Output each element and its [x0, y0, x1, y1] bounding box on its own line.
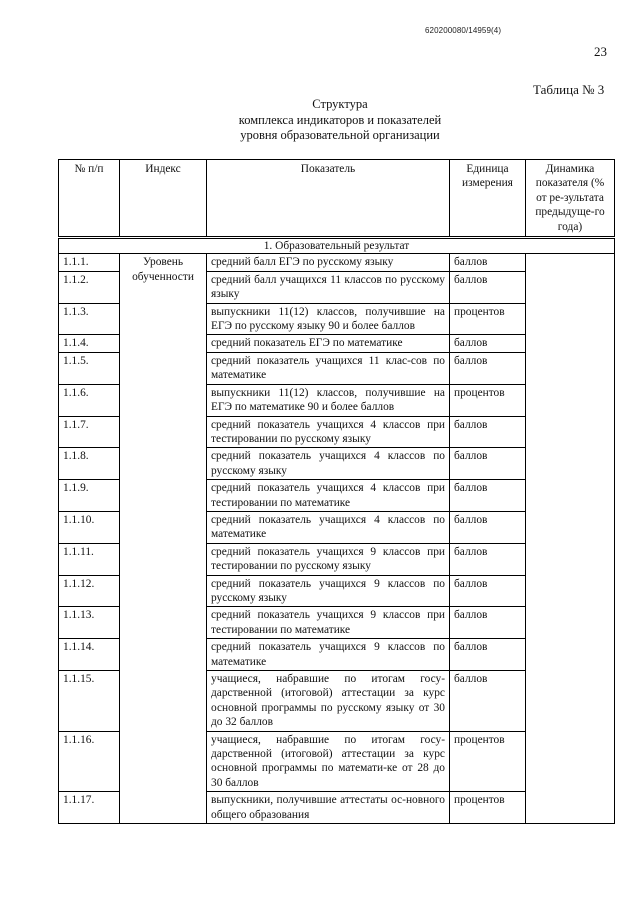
row-indicator: средний показатель учащихся 9 классов при тестировании по математике [207, 607, 450, 639]
row-indicator: средний балл ЕГЭ по русскому языку [207, 254, 450, 271]
column-header-unit: Единица измерения [450, 160, 526, 238]
table-number: Таблица № 3 [533, 82, 605, 97]
row-indicator: средний показатель учащихся 9 классов при тестировании по русскому языку [207, 543, 450, 575]
title-line-3: уровня образовательной организации [240, 128, 440, 142]
row-unit: баллов [450, 352, 526, 384]
row-unit: баллов [450, 416, 526, 448]
row-number: 1.1.12. [59, 575, 120, 607]
row-indicator: средний показатель учащихся 11 клас-сов по математике [207, 352, 450, 384]
row-unit: баллов [450, 335, 526, 352]
section-row [59, 238, 615, 254]
row-indicator: средний показатель учащихся 4 классов при тестировании по математике [207, 480, 450, 512]
title-line-1: Структура [312, 97, 368, 111]
row-unit: процентов [450, 303, 526, 335]
table-title [200, 97, 480, 144]
row-number: 1.1.1. [59, 254, 120, 271]
row-number: 1.1.10. [59, 511, 120, 543]
row-unit: баллов [450, 480, 526, 512]
column-header-indicator: Показатель [207, 160, 450, 238]
row-number: 1.1.17. [59, 792, 120, 824]
row-unit: процентов [450, 792, 526, 824]
row-unit: баллов [450, 271, 526, 303]
row-indicator: учащиеся, набравшие по итогам госу-дарственной (итоговой) аттестации за курс основной программы по русскому языку от 30 до 32 баллов [207, 671, 450, 732]
row-indicator: средний показатель ЕГЭ по математике [207, 335, 450, 352]
row-number: 1.1.9. [59, 480, 120, 512]
title-line-2: комплекса индикаторов и показателей [238, 112, 442, 127]
column-header-dynamics: Динамика показателя (% от ре-зультата предыдуще-го года) [526, 160, 615, 238]
row-number: 1.1.5. [59, 352, 120, 384]
document-id: 620200080/14959(4) [425, 26, 502, 35]
row-unit: баллов [450, 511, 526, 543]
row-indicator: средний показатель учащихся 4 классов по русскому языку [207, 448, 450, 480]
row-unit: баллов [450, 448, 526, 480]
row-number: 1.1.15. [59, 671, 120, 732]
row-number: 1.1.14. [59, 639, 120, 671]
row-number: 1.1.8. [59, 448, 120, 480]
row-number: 1.1.7. [59, 416, 120, 448]
row-number: 1.1.2. [59, 271, 120, 303]
row-unit: баллов [450, 543, 526, 575]
group-index: Уровень обученности [120, 254, 207, 824]
row-indicator: средний показатель учащихся 9 классов по русскому языку [207, 575, 450, 607]
column-header-num: № п/п [59, 160, 120, 238]
row-indicator: учащиеся, набравшие по итогам госу-дарственной (итоговой) аттестации за курс основной программы по математи-ке от 28 до 30 баллов [207, 731, 450, 792]
row-indicator: выпускники, получившие аттестаты ос-новного общего образования [207, 792, 450, 824]
row-unit: баллов [450, 607, 526, 639]
row-number: 1.1.4. [59, 335, 120, 352]
column-header-index: Индекс [120, 160, 207, 238]
table-header-row [59, 160, 615, 238]
row-number: 1.1.11. [59, 543, 120, 575]
row-indicator: выпускники 11(12) классов, получившие на ЕГЭ по математике 90 и более баллов [207, 384, 450, 416]
section-title: 1. Образовательный результат [59, 238, 615, 254]
dynamics-cell [526, 254, 615, 824]
indicators-table [58, 159, 615, 824]
row-number: 1.1.3. [59, 303, 120, 335]
row-indicator: средний показатель учащихся 9 классов по математике [207, 639, 450, 671]
row-indicator: средний балл учащихся 11 классов по русскому языку [207, 271, 450, 303]
row-number: 1.1.6. [59, 384, 120, 416]
row-unit: баллов [450, 639, 526, 671]
table-row [59, 254, 615, 271]
row-indicator: средний показатель учащихся 4 классов по математике [207, 511, 450, 543]
row-unit: баллов [450, 575, 526, 607]
row-unit: баллов [450, 671, 526, 732]
row-number: 1.1.16. [59, 731, 120, 792]
row-indicator: выпускники 11(12) классов, получившие на ЕГЭ по русскому языку 90 и более баллов [207, 303, 450, 335]
row-unit: баллов [450, 254, 526, 271]
row-unit: процентов [450, 384, 526, 416]
page-number: 23 [594, 44, 607, 59]
row-indicator: средний показатель учащихся 4 классов при тестировании по русскому языку [207, 416, 450, 448]
row-unit: процентов [450, 731, 526, 792]
row-number: 1.1.13. [59, 607, 120, 639]
